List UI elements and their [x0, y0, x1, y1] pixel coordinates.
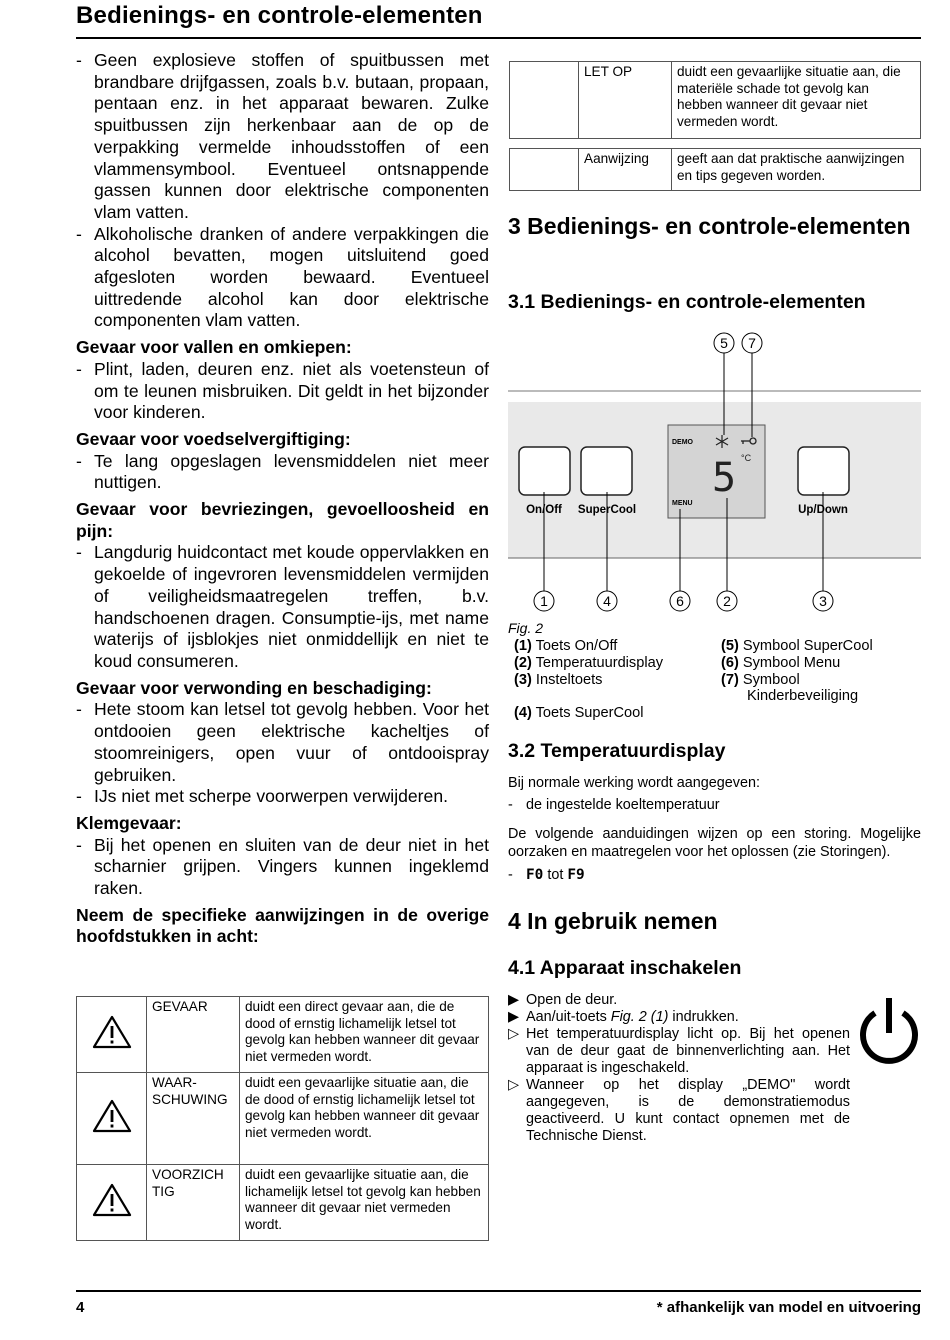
signal-description: duidt een gevaarlijke situatie aan, die lichamelijk letsel tot gevolg kan hebben wanneer dit gevaar niet vermeden wordt.: [240, 1165, 489, 1241]
footer-rule: [76, 1290, 921, 1292]
paragraph: De volgende aanduidingen wijzen op een storing. Mogelijke oorzaken en maatregelen voor het oplossen (zie Storingen).: [508, 826, 921, 860]
signal-word: Aanwijzing: [579, 149, 672, 191]
figure-caption: Fig. 2: [508, 620, 544, 636]
error-code: F0: [526, 867, 544, 883]
callout-label: 1: [540, 593, 548, 609]
supercool-button: [581, 447, 632, 495]
callout-label: 5: [720, 335, 728, 351]
section-4-title: 4 In gebruik nemen: [508, 908, 718, 934]
bullet-text: Langdurig huidcontact met koude oppervlakken en gekoelde of ingevroren levensmiddelen vermijden of veiligheidsmaatregelen treffen, b.v. handschoenen dragen. Consumptie-ijs, met name waterijs of ijsblokjes niet onmiddellijk en niet te koud consumeren.: [94, 542, 489, 671]
section-3-1-title: 3.1 Bedienings- en controle-elementen: [508, 291, 866, 313]
section-heading: Gevaar voor voedselvergiftiging:: [76, 428, 351, 449]
section-heading: Klemgevaar:: [76, 812, 182, 833]
list-item: ▷ Wanneer op het display „DEMO" wordt aangegeven, is de demonstratiemodus geactiveerd. U kunt contact opnemen met de Technische Dienst.: [508, 1077, 850, 1144]
warning-icon: [77, 1165, 147, 1241]
table-row: [77, 1073, 489, 1165]
header-rule: [76, 37, 921, 39]
celsius-unit: °C: [741, 453, 752, 463]
signal-word-table-continued: [509, 61, 921, 191]
bullet-text: Te lang opgeslagen levensmiddelen niet meer nuttigen.: [94, 450, 489, 493]
list-item: - Bij het openen en sluiten van de deur niet in het scharnier grijpen. Vingers kunnen ingeklemd raken.: [76, 834, 489, 899]
table-spacer: [510, 139, 921, 149]
signal-word-table: [76, 996, 489, 1241]
result-arrow-icon: ▷: [508, 1077, 520, 1093]
table-row: [510, 149, 921, 191]
section-heading: Gevaar voor bevriezingen, gevoelloosheid en pijn:: [76, 499, 489, 541]
legend-left: [514, 638, 714, 722]
section-heading: Gevaar voor vallen en omkiepen:: [76, 337, 352, 358]
power-icon: [857, 995, 921, 1069]
empty-icon-cell: [510, 62, 579, 139]
list-item: - IJs niet met scherpe voorwerpen verwijderen.: [76, 786, 489, 808]
list-item: - Te lang opgeslagen levensmiddelen niet meer nuttigen.: [76, 450, 489, 493]
menu-label: MENU: [672, 500, 693, 507]
section-heading: Gevaar voor verwonding en beschadiging:: [76, 677, 432, 698]
display-digit: 5: [711, 455, 737, 501]
list-item: - Geen explosieve stoffen of spuitbussen met brandbare drijfgassen, zoals b.v. butaan, propaan, pentaan enz. in het apparaat bewaren. Zulke spuitbussen zijn herkenbaar aan de op de verpakking vermelde inhoudsstoffen of een vlammensymbool. Eventueel ontsnappende gassen kunnen door elektrische componenten vlam vatten.: [76, 50, 489, 222]
supercool-label: SuperCool: [577, 504, 637, 516]
signal-word: GEVAAR: [147, 997, 240, 1073]
list-item: - Langdurig huidcontact met koude oppervlakken en gekoelde of ingevroren levensmiddelen vermijden of veiligheidsmaatregelen treffen, b.v. handschoenen dragen. Consumptie-ijs, met name waterijs of ijsblokjes niet onmiddellijk en niet te koud consumeren.: [76, 542, 489, 671]
bullet-text: Hete stoom kan letsel tot gevolg hebben. Voor het ontdooien geen elektrische kacheltjes of stoomreinigers, open vuur of ontdooispray gebruiken.: [94, 699, 489, 785]
list-item: ▷ Het temperatuurdisplay licht op. Bij het openen van de deur gaat de binnenverlichting aan. Het apparaat is ingeschakeld.: [508, 1026, 850, 1076]
callout-label: 2: [723, 593, 731, 609]
bullet-text: Bij het openen en sluiten van de deur niet in het scharnier grijpen. Vingers kunnen ingeklemd raken.: [94, 834, 489, 899]
on-off-button: [519, 447, 570, 495]
list-item: ▶ Open de deur.: [508, 992, 618, 1008]
bullet-text: IJs niet met scherpe voorwerpen verwijderen.: [94, 786, 448, 807]
signal-word: VOORZICH TIG: [147, 1165, 240, 1241]
list-item: - de ingestelde koeltemperatuur: [508, 797, 720, 813]
warning-icon: [77, 1073, 147, 1165]
signal-word: LET OP: [579, 62, 672, 139]
bullet-text: Geen explosieve stoffen of spuitbussen met brandbare drijfgassen, zoals b.v. butaan, propaan, pentaan enz. in het apparaat bewaren. Zulke spuitbussen zijn herkenbaar aan de op de verpakking vermelde inhoudsstoffen of een vlammensymbool. Eventueel ontsnappende gassen kunnen door elektrische componenten vlam vatten.: [94, 50, 489, 222]
section-3-2-title: 3.2 Temperatuurdisplay: [508, 740, 726, 762]
section-4-1-title: 4.1 Apparaat inschakelen: [508, 957, 742, 979]
signal-description: duidt een gevaarlijke situatie aan, die materiële schade tot gevolg kan hebben wanneer dit gevaar niet vermeden wordt.: [672, 62, 921, 139]
signal-description: geeft aan dat praktische aanwijzingen en tips gegeven worden.: [672, 149, 921, 191]
legend-right: [721, 638, 906, 705]
on-off-label: On/Off: [526, 504, 562, 516]
steps-list: [508, 992, 850, 1145]
left-column: [76, 50, 489, 948]
up-down-button: [798, 447, 849, 495]
callout-label: 3: [819, 593, 827, 609]
signal-word: WAAR- SCHUWING: [147, 1073, 240, 1165]
figure-reference[interactable]: Fig. 2 (1): [610, 1009, 669, 1025]
list-item: - Hete stoom kan letsel tot gevolg hebben. Voor het ontdooien geen elektrische kacheltjes of stoomreinigers, open vuur of ontdooispray gebruiken.: [76, 699, 489, 785]
legend-item: (1) Toets On/Off: [514, 638, 618, 654]
signal-description: duidt een gevaarlijke situatie aan, die de dood of ernstig lichamelijk letsel tot gevolg kan hebben wanneer dit gevaar niet vermeden wordt.: [240, 1073, 489, 1165]
table-row: [77, 1165, 489, 1241]
error-code: F9: [567, 867, 585, 883]
page-title: Bedienings- en controle-elementen: [76, 2, 483, 29]
callout-label: 4: [603, 593, 611, 609]
action-arrow-icon: ▶: [508, 992, 520, 1008]
callout-label: 6: [676, 593, 684, 609]
paragraph: Bij normale werking wordt aangegeven:: [508, 775, 760, 791]
control-panel-figure: [508, 328, 921, 623]
signal-description: duidt een direct gevaar aan, die de dood of ernstig lichamelijk letsel tot gevolg kan hebben wanneer dit gevaar niet vermeden wordt.: [240, 997, 489, 1073]
bullet-text: Alkoholische dranken of andere verpakkingen die alcohol bevatten, mogen uitsluitend goed afgesloten worden bewaard. Eventueel uittredende alcohol kan door elektrische componenten vlam vatten.: [94, 223, 489, 331]
page-number: 4: [76, 1299, 85, 1316]
list-item: - Plint, laden, deuren enz. niet als voetensteun of om te leunen misbruiken. Dit geldt in het bijzonder voor kinderen.: [76, 358, 489, 423]
bullet-text: Plint, laden, deuren enz. niet als voetensteun of om te leunen misbruiken. Dit geldt in het bijzonder voor kinderen.: [94, 358, 489, 423]
callout-label: 7: [748, 335, 756, 351]
legend-item: (4) Toets SuperCool: [514, 705, 644, 722]
list-item: ▶ Aan/uit-toets Fig. 2 (1) indrukken.: [508, 1009, 739, 1025]
footer-note: * afhankelijk van model en uitvoering: [656, 1299, 921, 1316]
legend-item: (3) Insteltoets: [514, 671, 603, 688]
legend-item: (6) Symbool Menu: [721, 654, 841, 671]
warning-icon: [77, 997, 147, 1073]
section-3-title: 3 Bedienings- en controle-elementen: [508, 213, 911, 239]
list-item: - Alkoholische dranken of andere verpakkingen die alcohol bevatten, mogen uitsluitend goed afgesloten worden bewaard. Eventueel uittredende alcohol kan door elektrische componenten vlam vatten.: [76, 223, 489, 331]
legend-item: (5) Symbool SuperCool: [721, 638, 873, 654]
demo-label: DEMO: [672, 439, 693, 446]
table-row: [77, 997, 489, 1073]
result-arrow-icon: ▷: [508, 1026, 520, 1042]
section-heading: Neem de specifieke aanwijzingen in de overige hoofdstukken in acht:: [76, 904, 489, 947]
up-down-label: Up/Down: [798, 504, 848, 516]
action-arrow-icon: ▶: [508, 1009, 520, 1025]
legend-item: (2) Temperatuurdisplay: [514, 654, 663, 671]
list-item: - F0 tot F9: [508, 867, 585, 883]
empty-icon-cell: [510, 149, 579, 191]
legend-item: (7) Symbool Kinderbeveiliging: [721, 671, 859, 705]
table-row: [510, 62, 921, 139]
